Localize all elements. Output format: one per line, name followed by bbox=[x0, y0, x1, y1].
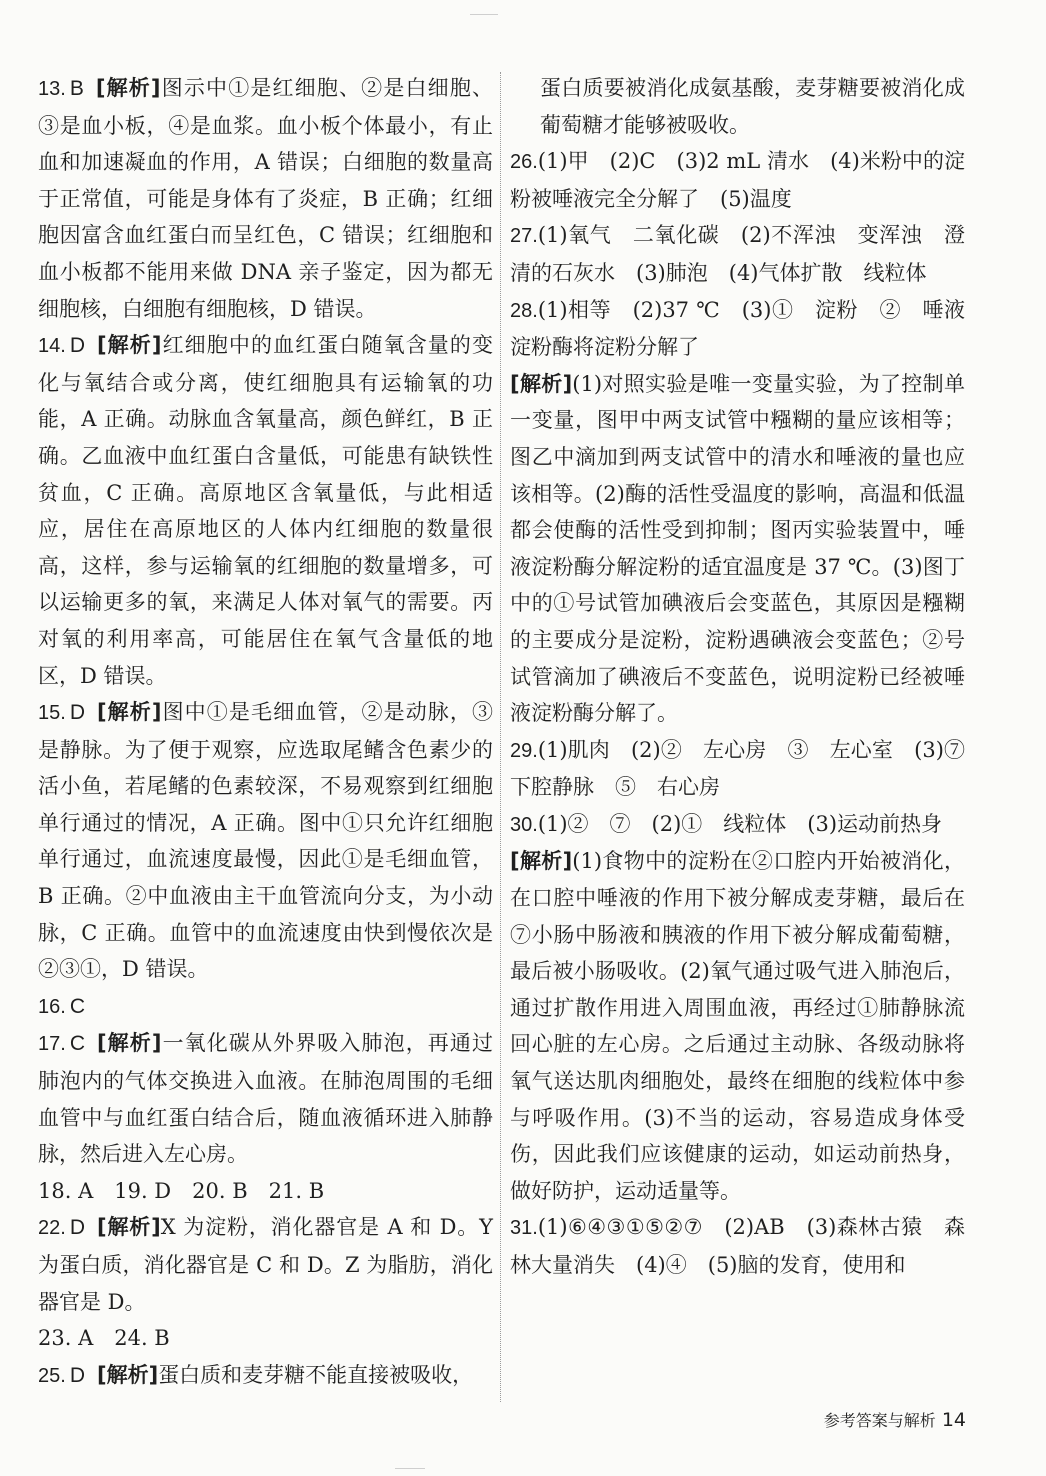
question-number: 22. bbox=[38, 1217, 66, 1240]
question-number: 16. bbox=[38, 995, 66, 1018]
analysis-tag: [解析] bbox=[95, 76, 161, 100]
continued-text: 蛋白质要被消化成氨基酸，麦芽糖要被消化成葡萄糖才能够被吸收。 bbox=[540, 76, 965, 137]
question-number: 26. bbox=[510, 151, 538, 174]
bottom-rule bbox=[395, 1468, 425, 1469]
question-text: (1)氧气 二氧化碳 (2)不浑浊 变浑浊 澄清的石灰水 (3)肺泡 (4)气体扩散 线粒体 bbox=[510, 223, 965, 285]
question-text: X 为淀粉，消化器官是 A 和 D。Y 为蛋白质，消化器官是 C 和 D。Z 为脂肪，消化器官是 D。 bbox=[38, 1215, 493, 1314]
question-item bbox=[38, 70, 493, 327]
question-item bbox=[38, 988, 493, 1026]
question-item bbox=[38, 694, 493, 988]
question-number: 27. bbox=[510, 225, 538, 248]
question-number: 13. bbox=[38, 78, 66, 100]
question-number: 17. bbox=[38, 1033, 66, 1056]
page-number: 14 bbox=[941, 1409, 966, 1431]
analysis-body: (1)对照实验是唯一变量实验，为了控制单一变量，图甲中两支试管中糨糊的量应该相等；图乙中滴加到两支试管中的清水和唾液的量也应该相等。(2)酶的活性受温度的影响，高温和低温都会使酶的活性受到抑制；图丙实验装置中，唾液淀粉酶分解淀粉的适宜温度是 37 ℃。(3)图丁中的①号试管加碘液后会变蓝色，其原因是糨糊的主要成分是淀粉，淀粉遇碘液会变蓝色；②号试管滴加了碘液后不变蓝色，说明淀粉已经被唾液淀粉酶分解了。 bbox=[510, 371, 966, 726]
question-text: (1)肌肉 (2)② 左心房 ③ 左心室 (3)⑦ 下腔静脉 ⑤ 右心房 bbox=[510, 737, 986, 800]
question-number: 28. bbox=[510, 299, 538, 322]
analysis-text bbox=[510, 843, 965, 1209]
question-text: 红细胞中的血红蛋白随氧含量的变化与氧结合或分离，使红细胞具有运输氧的功能，A 正确。动脉血含氧量高，颜色鲜红，B 正确。乙血液中血红蛋白含量低，可能患有缺铁性贫血，C 正确。高原地区含氧量低，与此相适应，居住在高原地区的人体内红细胞的数量很高，这样，参与运输氧的红细胞的数量增多，可以运输更多的氧，来满足人体对氧气的需要。丙对氧的利用率高，可能居住在氧气含量低的地区，D 错误。 bbox=[38, 333, 493, 688]
answer-letter: D bbox=[69, 334, 85, 358]
top-rule bbox=[470, 14, 498, 15]
answer-line: 18. A 19. D 20. B 21. B bbox=[38, 1178, 325, 1203]
answer-letter: C bbox=[69, 1032, 85, 1056]
analysis-tag: [解析] bbox=[96, 1215, 161, 1240]
question-item bbox=[38, 1357, 493, 1395]
analysis-text bbox=[510, 366, 965, 732]
answer-letter: B bbox=[69, 77, 84, 100]
question-item bbox=[510, 1209, 965, 1283]
analysis-tag: [解析] bbox=[96, 700, 162, 725]
question-text: (1)② ⑦ (2)① 线粒体 (3)运动前热身 bbox=[537, 811, 943, 836]
question-text: 图示中①是红细胞、②是白细胞、③是血小板，④是血浆。血小板个体最小，有止血和加速凝血的作用，A 错误；白细胞的数量高于正常值，可能是身体有了炎症，B 正确；红细胞因富含血红蛋白而呈红色，C 错误；红细胞和血小板都不能用来做 DNA 亲子鉴定，因为都无细胞核，白细胞有细胞核，D 错误。 bbox=[38, 76, 494, 321]
question-item bbox=[38, 1209, 493, 1320]
answer-line: 23. A 24. B bbox=[38, 1326, 170, 1351]
question-item bbox=[510, 806, 965, 844]
analysis-body: (1)食物中的淀粉在②口腔内开始被消化，在口腔中唾液的作用下被分解成麦芽糖，最后在⑦小肠中肠液和胰液的作用下被分解成葡萄糖，最后被小肠吸收。(2)氧气通过吸气进入肺泡后，通过扩散作用进入周围血液，再经过①肺静脉流回心脏的左心房。之后通过主动脉、各级动脉将氧气送达肌肉细胞处，最终在细胞的线粒体中参与呼吸作用。(3)不当的运动，容易造成身体受伤，因此我们应该健康的运动，如运动前热身，做好防护，运动适量等。 bbox=[510, 849, 966, 1203]
analysis-tag: [解析] bbox=[96, 1362, 159, 1387]
question-item bbox=[510, 732, 986, 806]
left-column bbox=[38, 70, 493, 1394]
question-number: 14. bbox=[38, 335, 66, 358]
footer-label: 参考答案与解析 bbox=[823, 1411, 936, 1430]
question-text: (1)相等 (2)37 ℃ (3)① 淀粉 ② 唾液淀粉酶将淀粉分解了 bbox=[510, 297, 965, 360]
question-number: 29. bbox=[510, 739, 538, 762]
question-number: 30. bbox=[510, 813, 538, 836]
question-item bbox=[510, 292, 965, 366]
column-divider bbox=[500, 72, 501, 1402]
analysis-tag: [解析] bbox=[510, 849, 573, 874]
analysis-tag: [解析] bbox=[96, 1031, 162, 1056]
page-footer bbox=[824, 1408, 966, 1431]
answer-letter: D bbox=[69, 1216, 85, 1240]
question-text: 蛋白质和麦芽糖不能直接被吸收， bbox=[158, 1362, 474, 1387]
question-number: 31. bbox=[510, 1217, 538, 1240]
question-number: 15. bbox=[38, 702, 66, 725]
question-number: 25. bbox=[38, 1364, 66, 1387]
analysis-tag: [解析] bbox=[510, 371, 573, 396]
question-text: (1)⑥④③①⑤②⑦ (2)AB (3)森林古猿 森林大量消失 (4)④ (5)脑的发育，使用和 bbox=[510, 1215, 965, 1277]
question-text: 图中①是毛细血管，②是动脉，③是静脉。为了便于观察，应选取尾鳍含色素少的活小鱼，若尾鳍的色素较深，不易观察到红细胞单行通过的情况，A 正确。图中①只允许红细胞单行通过，血流速度最慢，因此①是毛细血管，B 正确。②中血液由主干血管流向分支，为小动脉，C 正确。血管中的血流速度由快到慢依次是②③①，D 错误。 bbox=[38, 700, 493, 982]
question-item bbox=[38, 1025, 493, 1172]
question-text: 一氧化碳从外界吸入肺泡，再通过肺泡内的气体交换进入血液。在肺泡周围的毛细血管中与血红蛋白结合后，随血液循环进入肺静脉，然后进入左心房。 bbox=[38, 1031, 493, 1167]
question-item bbox=[38, 327, 493, 694]
right-column bbox=[510, 70, 986, 1284]
answer-letter: D bbox=[69, 1363, 85, 1387]
question-text: (1)甲 (2)C (3)2 mL 清水 (4)米粉中的淀粉被唾液完全分解了 (5)温度 bbox=[510, 149, 965, 211]
question-item bbox=[510, 143, 965, 217]
answer-letter: D bbox=[69, 701, 85, 725]
analysis-tag: [解析] bbox=[96, 333, 162, 358]
question-item bbox=[510, 217, 965, 291]
answer-letter: C bbox=[69, 994, 85, 1018]
